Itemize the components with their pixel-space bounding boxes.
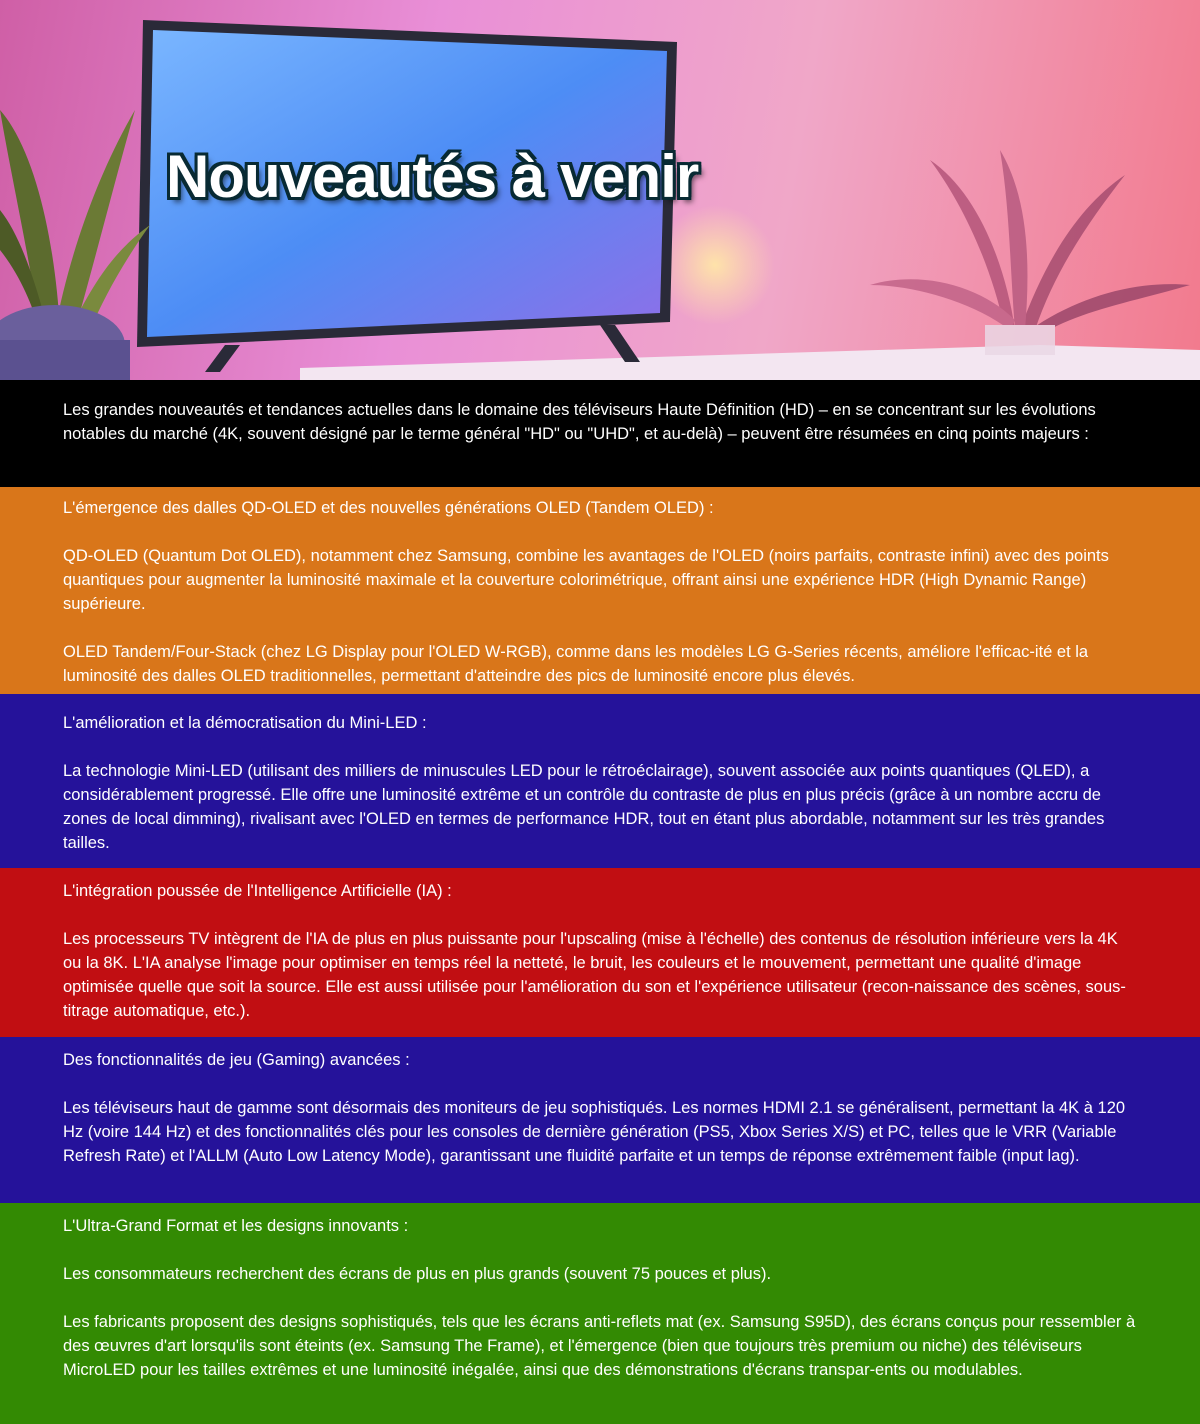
section-paragraph: OLED Tandem/Four-Stack (chez LG Display pour l'OLED W-RGB), comme dans les modèles LG G-Series récents, améliore l'efficac-ité et la luminosité des dalles OLED traditionnelles, permettant d'atteindre des pics de luminosité encore plus élevés. [63, 643, 1089, 685]
tv-leg-right [600, 325, 640, 362]
shelf [300, 345, 1200, 380]
section-mini-led [0, 694, 1200, 868]
section-heading: L'Ultra-Grand Format et les designs innovants : [63, 1217, 409, 1235]
section-heading: L'intégration poussée de l'Intelligence Artificielle (IA) : [63, 882, 452, 900]
tv-leg-left [205, 345, 240, 372]
section-ultra-grand-format [0, 1203, 1200, 1424]
section-paragraph: La technologie Mini-LED (utilisant des milliers de minuscules LED pour le rétroéclairage), souvent associée aux points quantiques (QLED), a considérablement progressé. Elle offre une luminosité extrême et un contrôle du contraste de plus en plus précis (grâce à un nombre accru de zones de local dimming), rivalisant avec l'OLED en termes de performance HDR, tout en étant plus abordable, notamment sur les très grandes tailles. [63, 762, 1105, 852]
section-paragraph: Les consommateurs recherchent des écrans de plus en plus grands (souvent 75 pouces et plus). [63, 1265, 772, 1283]
left-plant [0, 110, 150, 380]
intro-section [0, 380, 1200, 487]
page-title: Nouveautés à venir [166, 143, 699, 210]
section-heading: L'émergence des dalles QD-OLED et des nouvelles générations OLED (Tandem OLED) : [63, 499, 714, 517]
section-heading: L'amélioration et la démocratisation du Mini-LED : [63, 714, 427, 732]
section-paragraph: Les processeurs TV intègrent de l'IA de plus en plus puissante pour l'upscaling (mise à l'échelle) des contenus de résolution inférieure vers la 4K ou la 8K. L'IA analyse l'image pour optimiser en temps réel la netteté, le bruit, les couleurs et le mouvement, permettant une qualité d'image optimisée quelle que soit la source. Elle est aussi utilisée pour l'amélioration du son et l'expérience utilisateur (recon-naissance des scènes, sous-titrage automatique, etc.). [63, 930, 1126, 1020]
right-plant [870, 150, 1190, 355]
section-heading: Des fonctionnalités de jeu (Gaming) avancées : [63, 1051, 410, 1069]
section-gaming [0, 1037, 1200, 1203]
section-paragraph: Les téléviseurs haut de gamme sont désormais des moniteurs de jeu sophistiqués. Les normes HDMI 2.1 se généralisent, permettant la 4K à 120 Hz (voire 144 Hz) et des fonctionnalités clés pour les consoles de dernière génération (PS5, Xbox Series X/S) et PC, telles que le VRR (Variable Refresh Rate) et l'ALLM (Auto Low Latency Mode), garantissant une fluidité parfaite et un temps de réponse extrêmement faible (input lag). [63, 1099, 1126, 1165]
hero-banner [0, 0, 1200, 380]
section-paragraph: QD-OLED (Quantum Dot OLED), notamment chez Samsung, combine les avantages de l'OLED (noirs parfaits, contraste infini) avec des points quantiques pour augmenter la luminosité maximale et la couverture colorimétrique, offrant ainsi une expérience HDR (High Dynamic Range) supérieure. [63, 547, 1109, 613]
intro-text: Les grandes nouveautés et tendances actuelles dans le domaine des téléviseurs Haute Définition (HD) – en se concentrant sur les évolutions notables du marché (4K, souvent désigné par le terme général "HD" ou "UHD", et au-delà) – peuvent être résumées en cinq points majeurs : [63, 401, 1096, 443]
section-qd-oled [0, 487, 1200, 694]
section-paragraph: Les fabricants proposent des designs sophistiqués, tels que les écrans anti-reflets mat (ex. Samsung S95D), des écrans conçus pour ressembler à des œuvres d'art lorsqu'ils sont éteints (ex. Samsung The Frame), et l'émergence (bien que toujours très premium ou niche) des téléviseurs MicroLED pour les tailles extrêmes et une luminosité inégalée, ainsi que des démonstrations d'écrans transpar-ents ou modulables. [63, 1313, 1136, 1379]
lamp-glow [655, 205, 775, 325]
section-ia [0, 868, 1200, 1037]
